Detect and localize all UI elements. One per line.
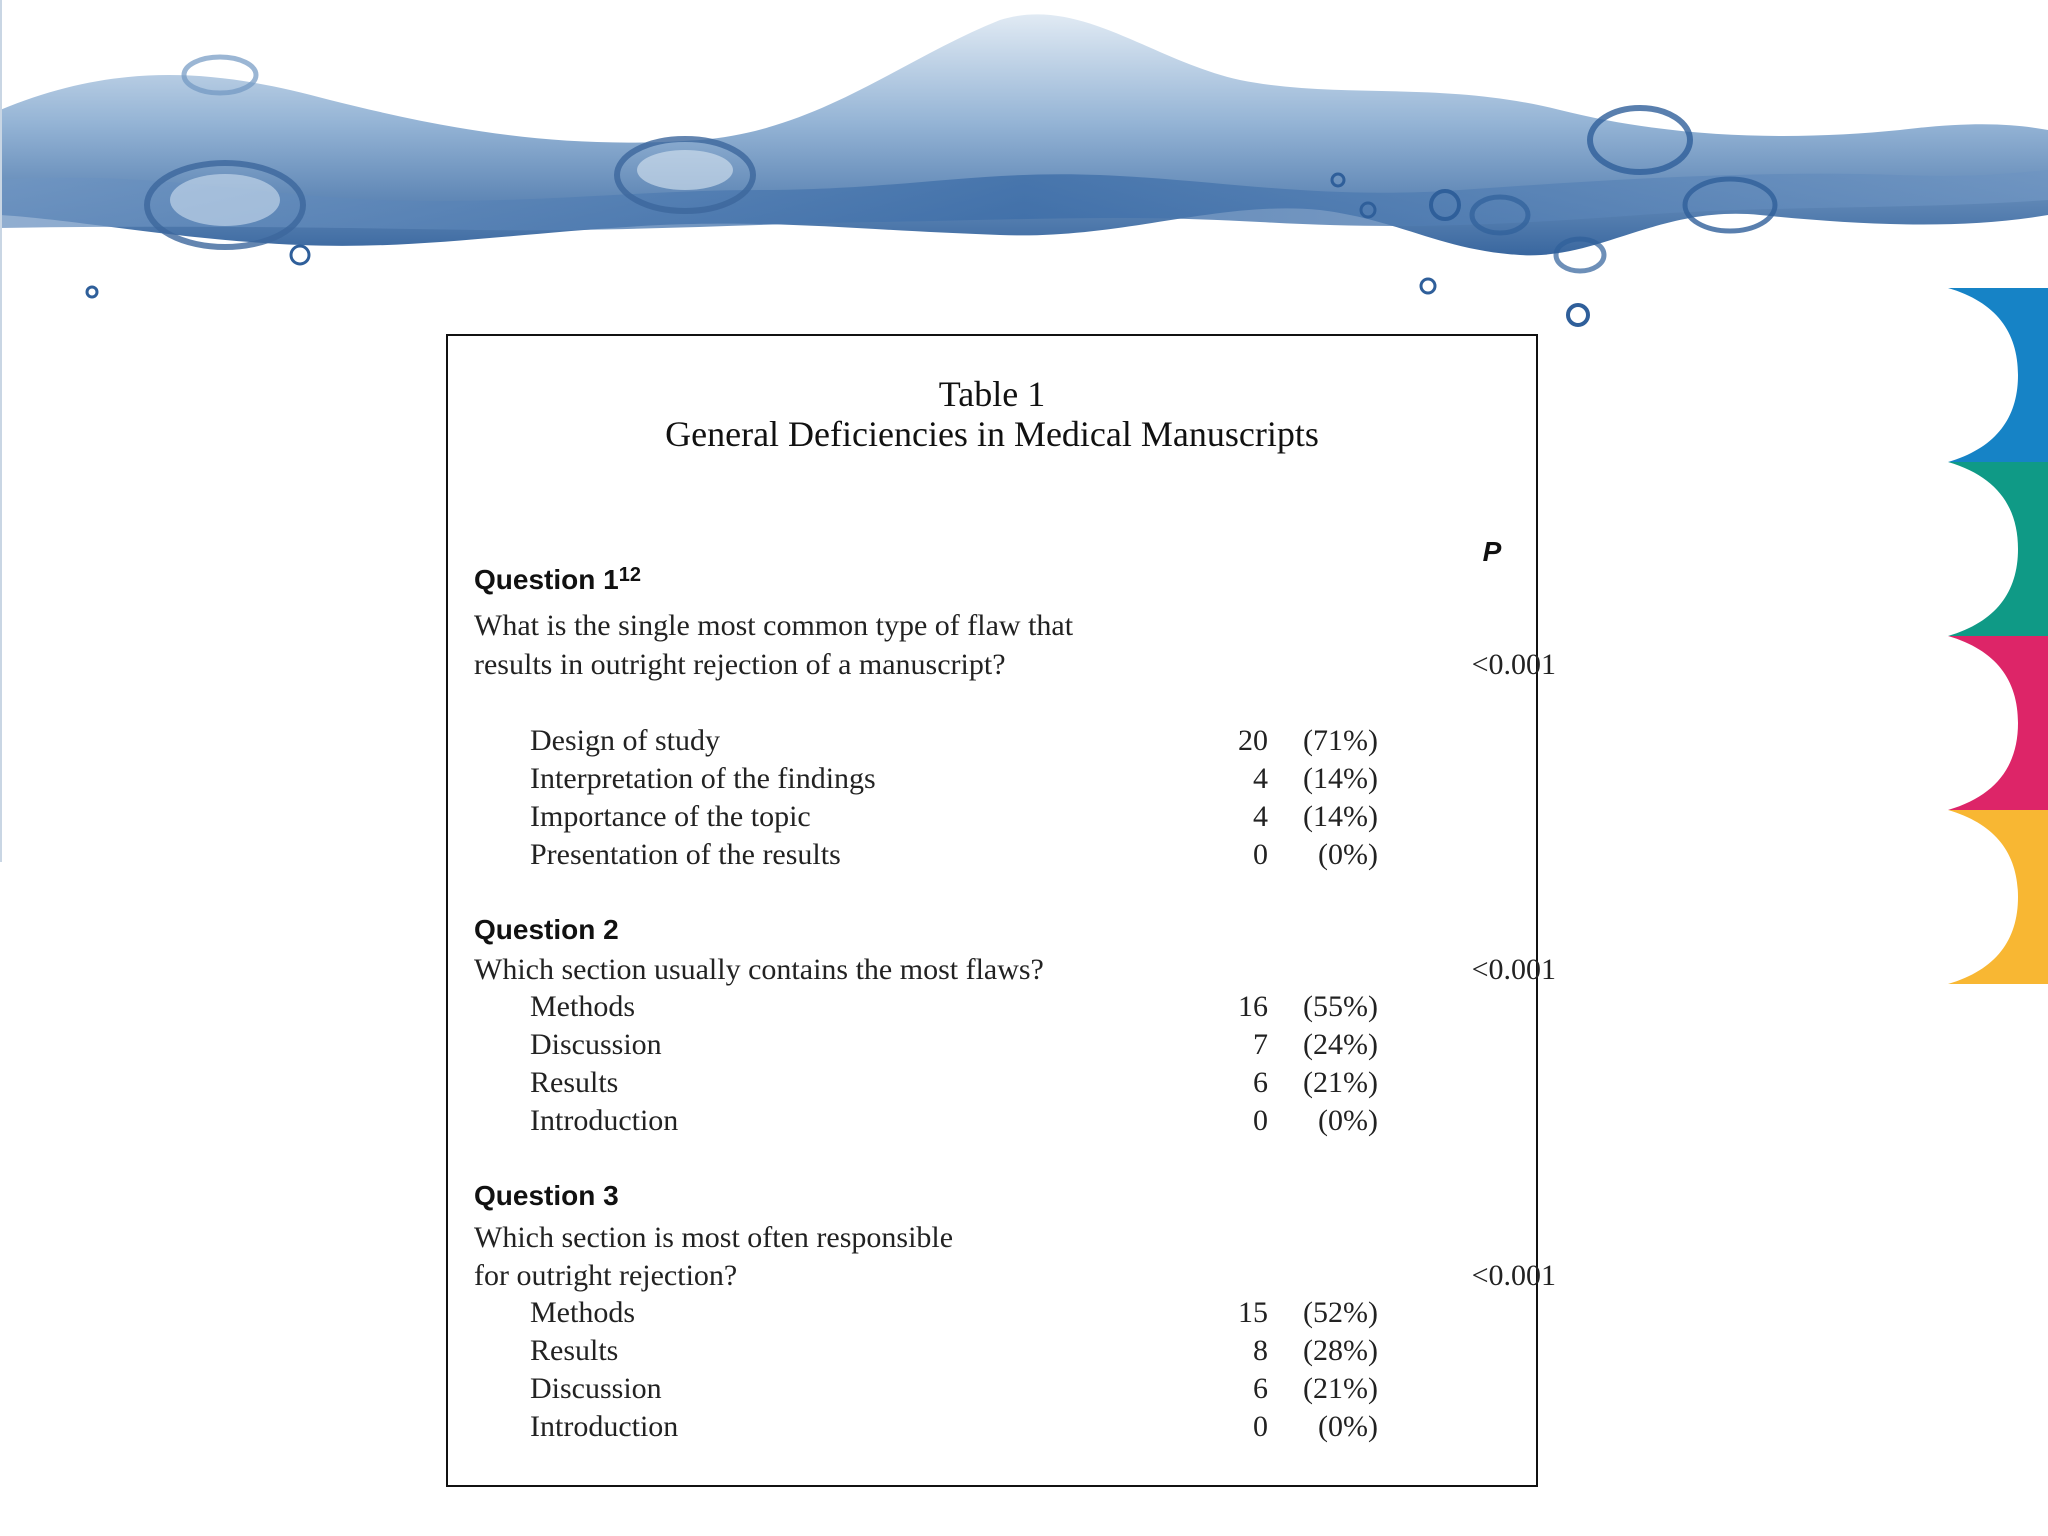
- table-frame: [446, 334, 1556, 1487]
- question-2-answer-row: [448, 988, 1536, 1026]
- answer-percent: (24%): [1303, 1028, 1378, 1061]
- question-1-answer-row: [448, 722, 1536, 760]
- question-3-heading: [474, 1180, 619, 1212]
- answer-count: 15: [1238, 1296, 1268, 1329]
- question-1-title: Question 1: [474, 564, 619, 595]
- answer-label: Results: [530, 1066, 619, 1099]
- answer-percent: (28%): [1303, 1334, 1378, 1367]
- question-3-text-line-2: for outright rejection?: [474, 1259, 738, 1292]
- question-3-text-line-1: Which section is most often responsible: [474, 1221, 954, 1254]
- question-2-answer-row: [448, 1102, 1536, 1140]
- question-1-reference: 12: [618, 564, 641, 586]
- question-2-heading: [474, 914, 619, 946]
- answer-label: Design of study: [530, 724, 720, 757]
- question-2-answer-row: [448, 1026, 1536, 1064]
- answer-label: Results: [530, 1334, 619, 1367]
- table-number: Table 1: [938, 374, 1046, 414]
- answer-label: Importance of the topic: [530, 800, 811, 833]
- side-tab-yellow: [1948, 810, 2048, 984]
- answer-percent: (21%): [1303, 1066, 1378, 1099]
- answer-count: 6: [1253, 1066, 1268, 1099]
- table-title: [448, 374, 1536, 454]
- answer-label: Presentation of the results: [530, 838, 841, 871]
- question-3-answer-row: [448, 1294, 1536, 1332]
- answer-percent: (55%): [1303, 990, 1378, 1023]
- question-1-answer-row: [448, 836, 1536, 874]
- answer-percent: (52%): [1303, 1296, 1378, 1329]
- answer-label: Methods: [530, 1296, 635, 1329]
- question-3-p-value: <0.001: [1471, 1259, 1556, 1292]
- side-tab-magenta: [1948, 636, 2048, 810]
- answer-count: 7: [1253, 1028, 1268, 1061]
- answer-percent: (0%): [1318, 1410, 1378, 1443]
- question-1-p-value: <0.001: [1471, 648, 1556, 681]
- side-color-tabs: [1948, 288, 2048, 984]
- answer-count: 4: [1253, 800, 1268, 833]
- answer-count: 20: [1238, 724, 1268, 757]
- answer-count: 0: [1253, 838, 1268, 871]
- answer-count: 0: [1253, 1104, 1268, 1137]
- answer-count: 0: [1253, 1410, 1268, 1443]
- question-1-text-line-2: results in outright rejection of a manuscript?: [474, 648, 1006, 681]
- question-2-answer-row: [448, 1064, 1536, 1102]
- question-3-answer-row: [448, 1370, 1536, 1408]
- question-1-heading: [474, 564, 641, 596]
- question-1-text-line-1: What is the single most common type of flaw that: [474, 609, 1074, 642]
- question-1-answer-row: [448, 798, 1536, 836]
- answer-label: Methods: [530, 990, 635, 1023]
- water-splash-banner: [0, 0, 2048, 340]
- left-edge-line: [0, 0, 2, 862]
- table-caption: General Deficiencies in Medical Manuscripts: [665, 414, 1319, 454]
- question-3-answer-row: [448, 1408, 1536, 1446]
- side-tab-blue: [1948, 288, 2048, 462]
- answer-percent: (14%): [1303, 762, 1378, 795]
- answer-percent: (21%): [1303, 1372, 1378, 1405]
- side-tab-teal: [1948, 462, 2048, 636]
- question-2-p-value: <0.001: [1471, 953, 1556, 986]
- answer-label: Introduction: [530, 1410, 679, 1443]
- answer-count: 8: [1253, 1334, 1268, 1367]
- answer-percent: (71%): [1303, 724, 1378, 757]
- answer-label: Discussion: [530, 1028, 662, 1061]
- answer-label: Discussion: [530, 1372, 662, 1405]
- answer-percent: (0%): [1318, 1104, 1378, 1137]
- p-value-column-header: P: [1482, 536, 1502, 567]
- answer-count: 4: [1253, 762, 1268, 795]
- answer-count: 16: [1238, 990, 1268, 1023]
- answer-percent: (0%): [1318, 838, 1378, 871]
- question-3-title: Question 3: [474, 1180, 619, 1211]
- answer-percent: (14%): [1303, 800, 1378, 833]
- question-1-answer-row: [448, 760, 1536, 798]
- answer-label: Introduction: [530, 1104, 679, 1137]
- question-2-title: Question 2: [474, 914, 619, 945]
- question-2-text-line-1: Which section usually contains the most flaws?: [474, 953, 1044, 986]
- answer-count: 6: [1253, 1372, 1268, 1405]
- question-3-answer-row: [448, 1332, 1536, 1370]
- answer-label: Interpretation of the findings: [530, 762, 876, 795]
